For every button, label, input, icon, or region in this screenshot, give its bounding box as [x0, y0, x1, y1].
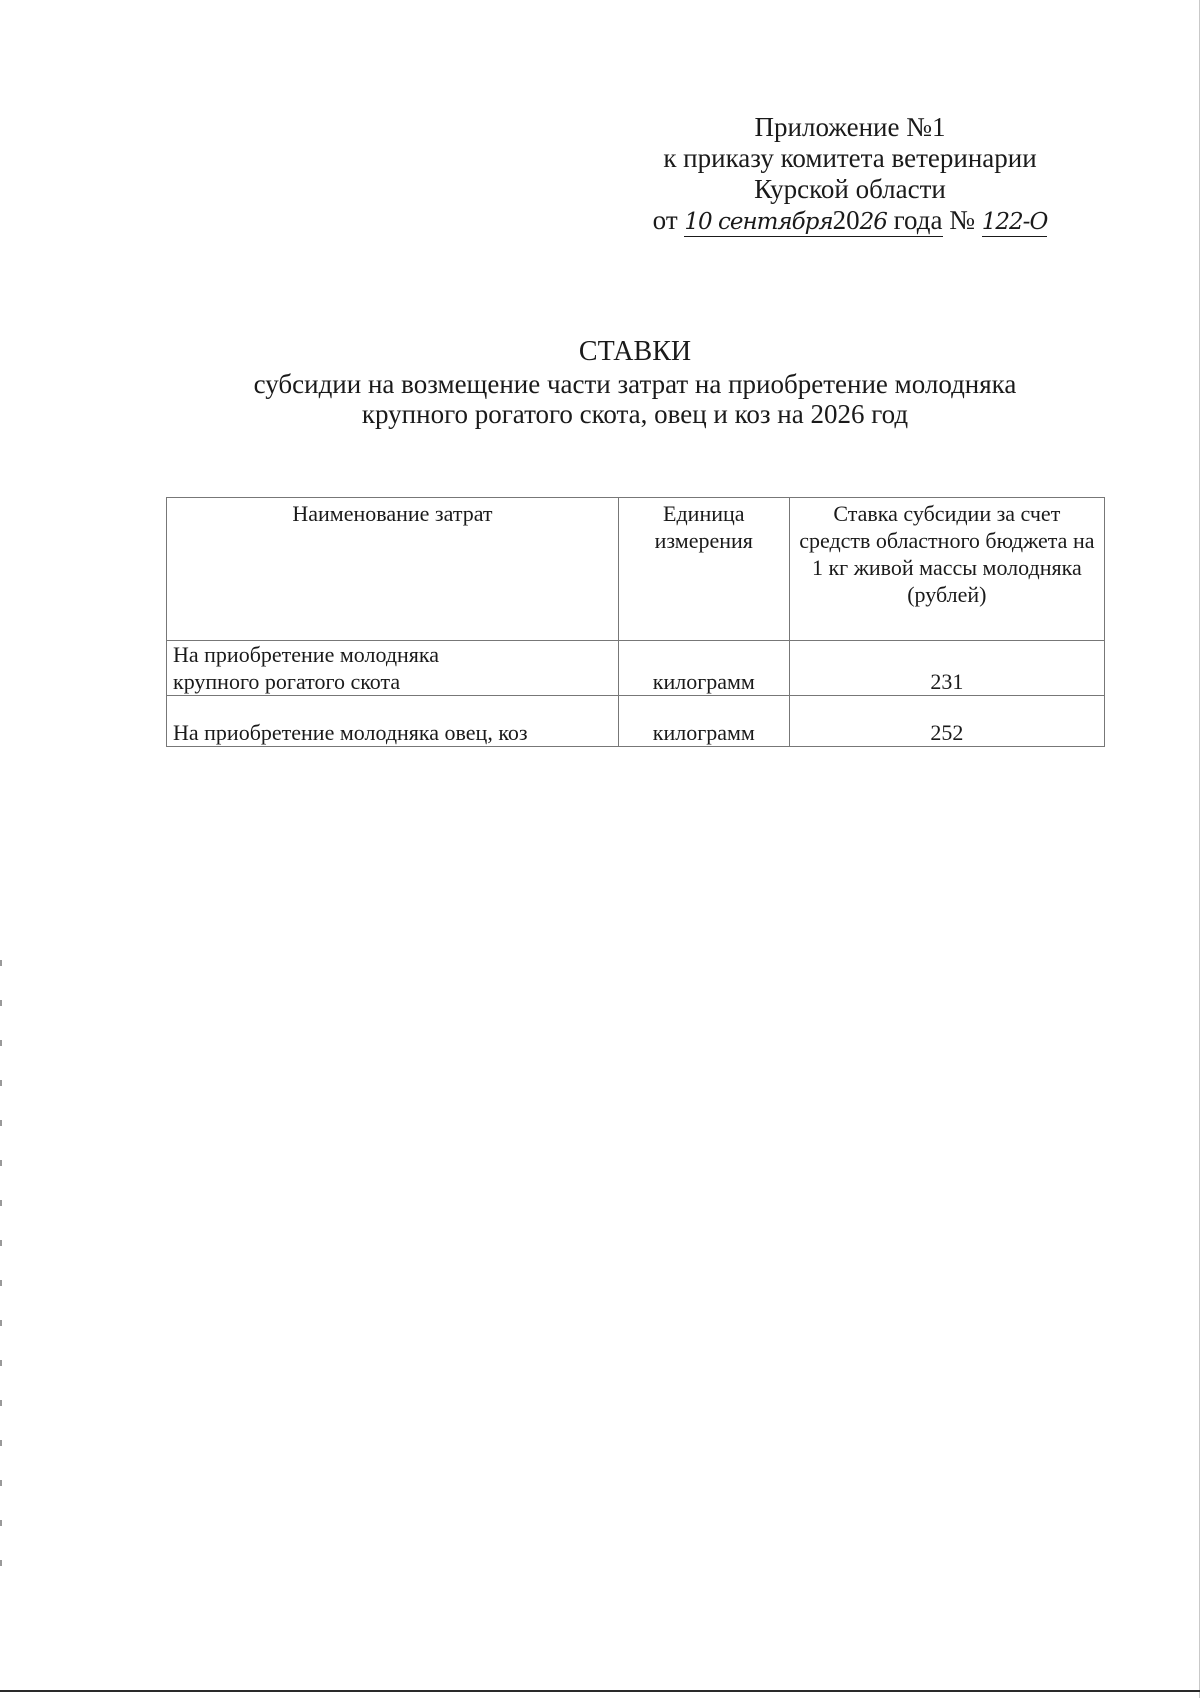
appendix-region: Курской области	[754, 174, 946, 204]
table-header-row	[167, 498, 1105, 641]
number-underline	[982, 207, 1048, 237]
number-sign: №	[949, 205, 976, 235]
cell-unit: килограмм	[618, 641, 789, 696]
document-title: СТАВКИ	[578, 336, 692, 367]
document-subtitle-line1: субсидии на возмещение части затрат на приобретение молодняка	[253, 369, 1017, 399]
header-cost-name: Наименование затрат	[167, 498, 619, 641]
cell-cost-name: На приобретение молодняка овец, коз	[167, 696, 619, 747]
year-suffix: года	[893, 205, 943, 235]
appendix-order-ref: к приказу комитета ветеринарии	[663, 143, 1037, 173]
scan-edge-bottom	[0, 1690, 1200, 1692]
rates-table	[166, 497, 1105, 747]
date-prefix: от	[652, 205, 678, 235]
header-unit: Единица измерения	[618, 498, 789, 641]
handwritten-date: 10 сентября	[684, 209, 833, 235]
appendix-title: Приложение №1	[754, 112, 946, 142]
document-title-block	[180, 337, 1090, 429]
cell-unit: килограмм	[618, 696, 789, 747]
handwritten-year: 26	[859, 209, 887, 235]
appendix-header	[640, 112, 1060, 237]
handwritten-number: 122-О	[981, 209, 1048, 235]
table-row	[167, 641, 1105, 696]
year-printed: 20	[832, 205, 860, 235]
table-row	[167, 696, 1105, 747]
cost-name-line2: крупного рогатого скота	[173, 669, 401, 694]
cell-rate: 252	[789, 696, 1104, 747]
cell-rate: 231	[789, 641, 1104, 696]
date-underline	[684, 207, 942, 237]
appendix-date-line	[640, 205, 1060, 237]
cost-name-line1: На приобретение молодняка	[173, 642, 440, 667]
header-rate: Ставка субсидии за счет средств областного бюджета на 1 кг живой массы молодняка (рублей)	[789, 498, 1104, 641]
cell-cost-name	[167, 641, 619, 696]
document-subtitle-line2: крупного рогатого скота, овец и коз на 2026 год	[361, 399, 909, 429]
scan-edge-left	[0, 960, 2, 1600]
